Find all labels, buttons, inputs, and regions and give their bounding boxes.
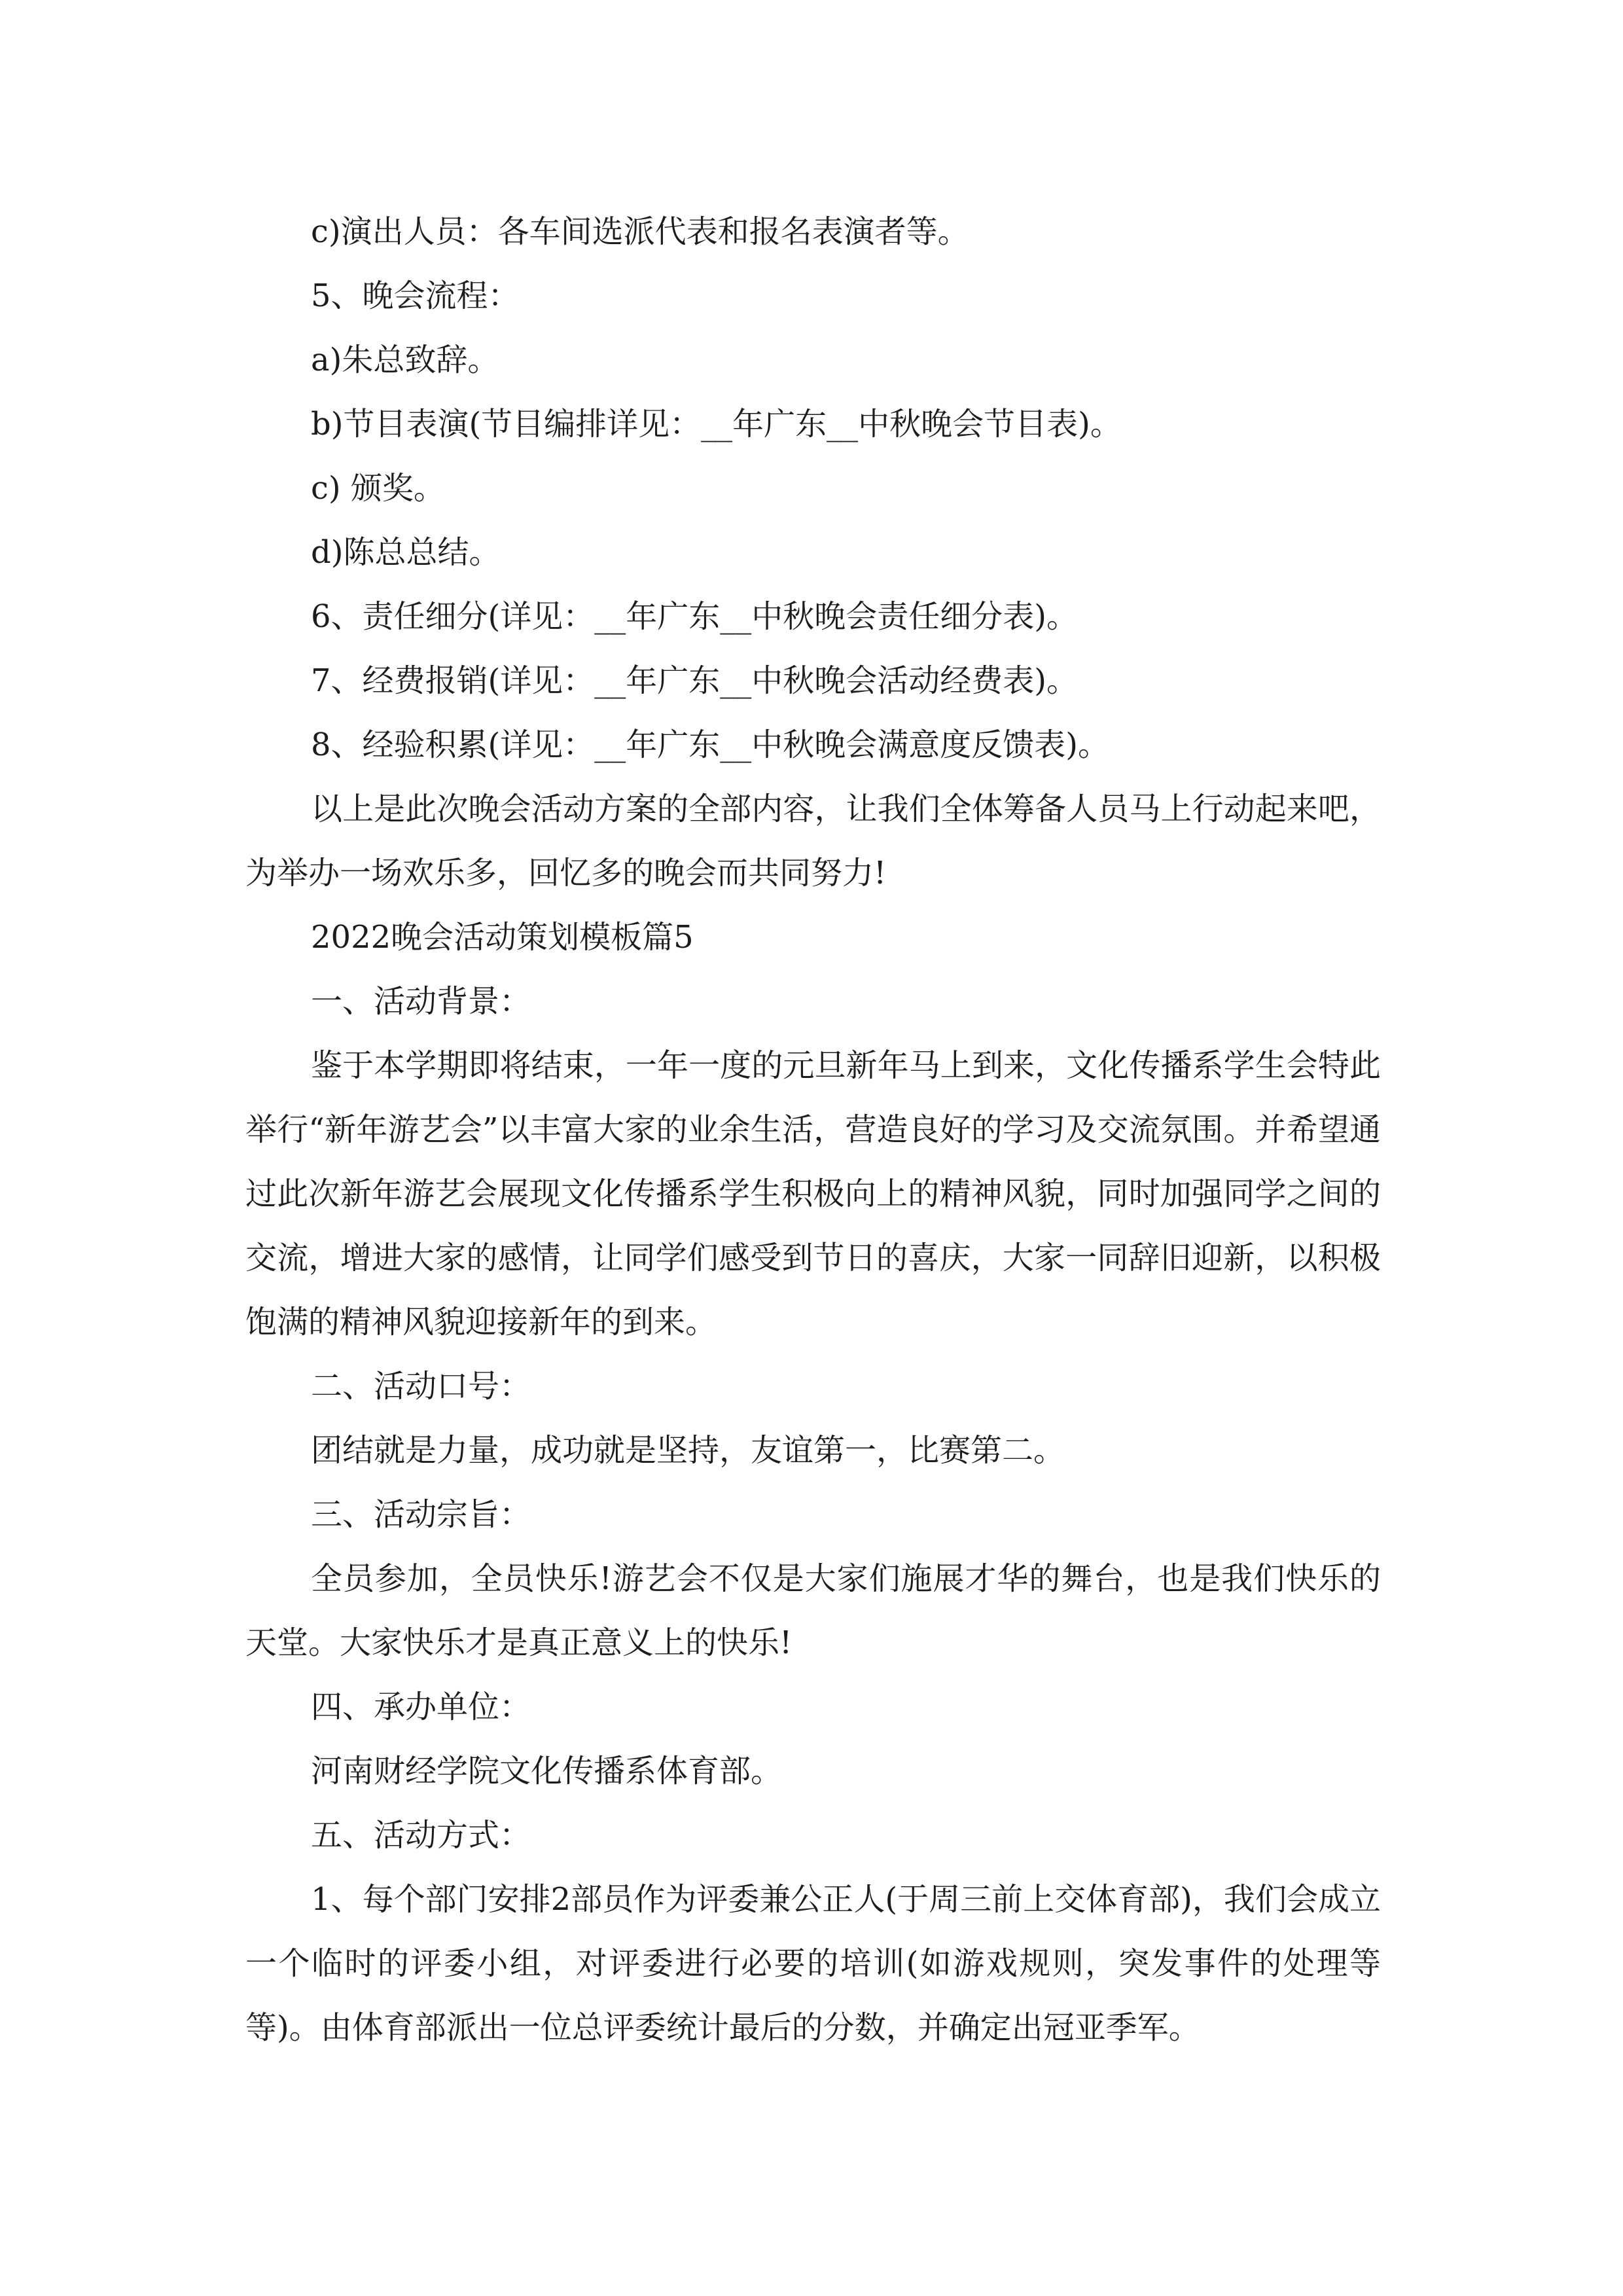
heading-evening-process: 5、晚会流程：	[311, 278, 520, 314]
paragraph-organizer: 河南财经学院文化传播系体育部。	[311, 1753, 783, 1789]
paragraph-performers: c)演出人员：各车间选派代表和报名表演者等。	[311, 213, 969, 250]
heading-background: 一、活动背景：	[311, 983, 531, 1020]
list-item-opening-speech: a)朱总致辞。	[311, 342, 499, 378]
paragraph-slogan: 团结就是力量，成功就是坚持，友谊第一，比赛第二。	[311, 1432, 1065, 1469]
list-item-award: c) 颁奖。	[311, 470, 445, 507]
heading-slogan: 二、活动口号：	[311, 1368, 531, 1405]
item-expense: 7、经费报销(详见：__年广东__中秋晚会活动经费表)。	[311, 662, 1078, 699]
heading-activity-method: 五、活动方式：	[311, 1817, 531, 1854]
list-item-summary: d)陈总总结。	[311, 534, 501, 571]
heading-purpose: 三、活动宗旨：	[311, 1496, 531, 1533]
item-responsibility: 6、责任细分(详见：__年广东__中秋晚会责任细分表)。	[311, 598, 1078, 635]
item-experience: 8、经验积累(详见：__年广东__中秋晚会满意度反馈表)。	[311, 726, 1109, 763]
list-item-program-performance: b)节目表演(节目编排详见：__年广东__中秋晚会节目表)。	[311, 406, 1122, 442]
heading-organizer: 四、承办单位：	[311, 1689, 531, 1725]
paragraph-background: 鉴于本学期即将结束，一年一度的元旦新年马上到来，文化传播系学生会特此举行“新年游艺会”以丰富大家的业余生活，营造良好的学习及交流氛围。并希望通过此次新年游艺会展现文化传播系学生积极向上的精神风貌，同时加强同学之间的交流，增进大家的感情，让同学们感受到节日的喜庆，大家一同辞旧迎新，以积极饱满的精神风貌迎接新年的到来。	[245, 1047, 1381, 1340]
document-body	[245, 200, 1381, 2060]
paragraph-purpose: 全员参加，全员快乐!游艺会不仅是大家们施展才华的舞台，也是我们快乐的天堂。大家快乐才是真正意义上的快乐!	[245, 1560, 1381, 1661]
section-title: 2022晚会活动策划模板篇5	[311, 919, 694, 956]
paragraph-activity-method: 1、每个部门安排2部员作为评委兼公正人(于周三前上交体育部)，我们会成立一个临时的评委小组，对评委进行必要的培训(如游戏规则，突发事件的处理等等)。由体育部派出一位总评委统计最后的分数，并确定出冠亚季军。	[245, 1881, 1381, 2046]
paragraph-conclusion: 以上是此次晚会活动方案的全部内容，让我们全体筹备人员马上行动起来吧，为举办一场欢乐多，回忆多的晚会而共同努力!	[245, 791, 1381, 891]
